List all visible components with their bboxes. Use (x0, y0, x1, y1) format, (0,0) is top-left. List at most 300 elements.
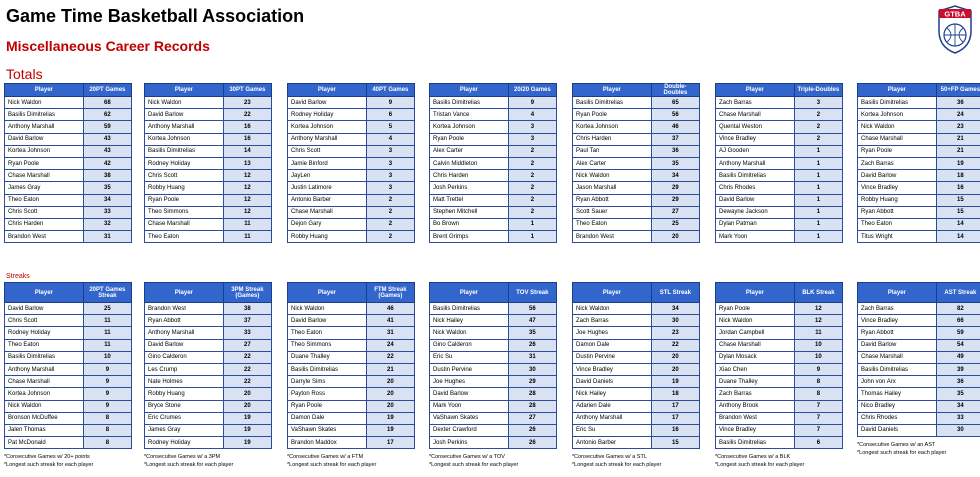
table-row (5, 170, 132, 182)
stat-value-cell: 1 (794, 218, 842, 230)
stat-value-cell: 27 (508, 412, 556, 424)
stat-value-cell: 1 (508, 231, 556, 243)
table-row (430, 206, 557, 218)
player-name-cell: Anthony Marshall (5, 121, 84, 133)
player-name-cell: Ryan Poole (716, 303, 795, 315)
table-row (573, 363, 700, 375)
column-header-player: Player (145, 84, 224, 97)
stat-value-cell: 17 (651, 400, 699, 412)
player-name-cell: Basilis Dimitrelias (145, 145, 224, 157)
table-row (858, 424, 980, 436)
player-name-cell: Vince Bradley (716, 133, 795, 145)
player-name-cell: Bronson McDuffee (5, 412, 84, 424)
player-name-cell: Bo Brown (430, 218, 509, 230)
table-row (5, 351, 132, 363)
table-row (288, 194, 415, 206)
stat-value-cell: 14 (936, 218, 980, 230)
player-name-cell: AJ Gooden (716, 145, 795, 157)
table-row (145, 424, 272, 436)
table-row (716, 157, 843, 169)
stat-value-cell: 3 (508, 121, 556, 133)
totals-table-5 (715, 83, 843, 243)
streaks-table (4, 282, 132, 449)
table-row (858, 218, 980, 230)
stat-value-cell: 46 (366, 303, 414, 315)
stat-value-cell: 34 (651, 170, 699, 182)
column-header-stat: 50+FP Games (936, 84, 980, 97)
page-title: Game Time Basketball Association (6, 6, 305, 26)
footnote-line: *Consecutive Games w/ an AST (857, 442, 936, 449)
player-name-cell: Basilis Dimitrelias (430, 97, 509, 109)
stat-value-cell: 20 (223, 388, 271, 400)
player-name-cell: David Barlow (430, 388, 509, 400)
table-row (145, 121, 272, 133)
table-row (858, 194, 980, 206)
stat-value-cell: 11 (794, 327, 842, 339)
table-row (5, 388, 132, 400)
stat-value-cell: 24 (936, 109, 980, 121)
table-row (858, 412, 980, 424)
player-name-cell: Gino Calderon (145, 351, 224, 363)
player-name-cell: Kortea Johnson (5, 145, 84, 157)
stat-value-cell: 36 (936, 376, 980, 388)
table-row (858, 182, 980, 194)
footnote (4, 453, 132, 469)
table-row (145, 170, 272, 182)
stat-value-cell: 59 (83, 121, 131, 133)
stat-value-cell: 2 (508, 145, 556, 157)
stat-value-cell: 3 (794, 97, 842, 109)
player-name-cell: Eric Su (430, 351, 509, 363)
table-row (145, 327, 272, 339)
stat-value-cell: 56 (508, 303, 556, 315)
stat-value-cell: 6 (366, 109, 414, 121)
stat-value-cell: 31 (83, 231, 131, 243)
table-row (858, 145, 980, 157)
table-row (716, 339, 843, 351)
player-name-cell: Alex Carter (430, 145, 509, 157)
stat-value-cell: 15 (936, 206, 980, 218)
stat-value-cell: 15 (936, 194, 980, 206)
player-name-cell: Matt Trettel (430, 194, 509, 206)
stat-value-cell: 49 (936, 351, 980, 363)
table-row (430, 133, 557, 145)
player-name-cell: David Barlow (858, 339, 937, 351)
table-row (430, 400, 557, 412)
table-row (288, 424, 415, 436)
stat-value-cell: 12 (223, 206, 271, 218)
stat-value-cell: 11 (223, 231, 271, 243)
player-name-cell: Anthony Marshall (145, 121, 224, 133)
player-name-cell: Nick Waldon (145, 97, 224, 109)
stat-value-cell: 18 (651, 388, 699, 400)
table-row (430, 437, 557, 449)
table-row (573, 315, 700, 327)
column-header-player: Player (430, 283, 509, 303)
table-row (573, 339, 700, 351)
footnote-line: *Longest such streak for each player (144, 462, 234, 469)
totals-table-1 (144, 83, 272, 243)
player-name-cell: Zach Barras (573, 315, 652, 327)
footnote-line: *Longest such streak for each player (287, 462, 377, 469)
stat-value-cell: 13 (223, 157, 271, 169)
player-name-cell: Chris Harden (5, 218, 84, 230)
stat-value-cell: 30 (508, 363, 556, 375)
player-name-cell: Chase Marshall (716, 109, 795, 121)
stat-value-cell: 2 (508, 170, 556, 182)
table-row (145, 182, 272, 194)
player-name-cell: Zach Barras (858, 157, 937, 169)
player-name-cell: Zach Barras (716, 97, 795, 109)
table-row (858, 376, 980, 388)
streaks-table (857, 282, 980, 437)
table-row (288, 109, 415, 121)
stat-value-cell: 38 (223, 303, 271, 315)
stat-value-cell: 62 (83, 109, 131, 121)
player-name-cell: Robby Huang (858, 194, 937, 206)
stat-value-cell: 11 (83, 327, 131, 339)
table-row (858, 133, 980, 145)
player-name-cell: Quental Weston (716, 121, 795, 133)
stat-value-cell: 19 (936, 157, 980, 169)
table-row (430, 388, 557, 400)
player-name-cell: Dewayne Jackson (716, 206, 795, 218)
stat-value-cell: 23 (223, 97, 271, 109)
svg-text:GTBA: GTBA (944, 9, 966, 19)
stat-value-cell: 22 (651, 339, 699, 351)
column-header-player: Player (5, 84, 84, 97)
section-totals-heading: Totals (6, 66, 43, 82)
column-header-player: Player (858, 283, 937, 303)
player-name-cell: Nick Waldon (573, 170, 652, 182)
table-row (573, 400, 700, 412)
stat-value-cell: 2 (366, 206, 414, 218)
player-name-cell: Chase Marshall (858, 351, 937, 363)
player-name-cell: Nick Waldon (5, 400, 84, 412)
stat-value-cell: 2 (366, 194, 414, 206)
stat-value-cell: 21 (936, 145, 980, 157)
player-name-cell: David Barlow (288, 315, 367, 327)
table-row (5, 424, 132, 436)
stat-value-cell: 1 (794, 182, 842, 194)
player-name-cell: Les Crump (145, 363, 224, 375)
player-name-cell: Gino Calderon (430, 339, 509, 351)
player-name-cell: Nick Waldon (716, 315, 795, 327)
table-row (573, 194, 700, 206)
player-name-cell: Eric Su (573, 424, 652, 436)
stat-value-cell: 68 (83, 97, 131, 109)
table-row (858, 206, 980, 218)
player-name-cell: Tristan Vance (430, 109, 509, 121)
column-header-stat: Double-Doubles (651, 84, 699, 97)
player-name-cell: Robby Huang (145, 182, 224, 194)
stat-value-cell: 31 (508, 351, 556, 363)
footnote (715, 453, 843, 469)
table-row (288, 218, 415, 230)
player-name-cell: Vince Bradley (716, 424, 795, 436)
stat-value-cell: 2 (794, 121, 842, 133)
stat-value-cell: 16 (223, 121, 271, 133)
streaks-table-2 (287, 282, 415, 469)
player-name-cell: David Barlow (858, 170, 937, 182)
player-name-cell: Payton Ross (288, 388, 367, 400)
table-row (573, 303, 700, 315)
table-row (145, 206, 272, 218)
table-row (716, 303, 843, 315)
table-row (858, 351, 980, 363)
streaks-table (715, 282, 843, 449)
column-header-player: Player (573, 84, 652, 97)
table-row (288, 206, 415, 218)
table-row (145, 363, 272, 375)
player-name-cell: Anthony Marshall (5, 363, 84, 375)
stat-value-cell: 8 (794, 376, 842, 388)
stat-value-cell: 25 (651, 218, 699, 230)
player-name-cell: Nate Holmes (145, 376, 224, 388)
column-header-stat: FTM Streak (Games) (366, 283, 414, 303)
player-name-cell: Jason Marshall (573, 182, 652, 194)
stat-value-cell: 8 (83, 437, 131, 449)
table-row (288, 303, 415, 315)
table-row (430, 121, 557, 133)
footnote-line: *Consecutive Games w/ a TOV (429, 454, 505, 461)
table-row (716, 145, 843, 157)
stat-value-cell: 28 (508, 400, 556, 412)
stat-value-cell: 19 (366, 412, 414, 424)
table-row (430, 182, 557, 194)
table-row (288, 231, 415, 243)
stat-value-cell: 1 (794, 194, 842, 206)
table-row (430, 194, 557, 206)
player-name-cell: Ryan Poole (430, 133, 509, 145)
player-name-cell: Theo Eaton (288, 327, 367, 339)
table-row (858, 157, 980, 169)
stat-value-cell: 36 (936, 97, 980, 109)
player-name-cell: Chase Marshall (145, 218, 224, 230)
player-name-cell: Basilis Dimitrelias (288, 363, 367, 375)
stat-value-cell: 1 (508, 218, 556, 230)
stat-value-cell: 9 (508, 97, 556, 109)
stat-value-cell: 22 (223, 363, 271, 375)
table-row (716, 182, 843, 194)
table-row (430, 315, 557, 327)
table-row (573, 109, 700, 121)
table-row (145, 376, 272, 388)
stat-value-cell: 19 (223, 424, 271, 436)
stat-value-cell: 39 (936, 363, 980, 375)
stat-value-cell: 46 (651, 121, 699, 133)
table-row (430, 424, 557, 436)
player-name-cell: Basilis Dimitrelias (716, 170, 795, 182)
player-name-cell: Duane Thalley (288, 351, 367, 363)
table-row (145, 315, 272, 327)
table-row (858, 231, 980, 243)
stat-value-cell: 30 (936, 424, 980, 436)
player-name-cell: Brandon West (5, 231, 84, 243)
player-name-cell: James Gray (5, 182, 84, 194)
footnote (857, 441, 980, 457)
player-name-cell: Basilis Dimitrelias (716, 437, 795, 449)
stat-value-cell: 2 (508, 194, 556, 206)
stat-value-cell: 1 (794, 145, 842, 157)
table-row (573, 351, 700, 363)
player-name-cell: Calvin Middleton (430, 157, 509, 169)
player-name-cell: Vince Bradley (573, 363, 652, 375)
table-row (716, 315, 843, 327)
footnote-line: *Longest such streak for each player (572, 462, 662, 469)
stat-value-cell: 27 (651, 206, 699, 218)
stat-value-cell: 10 (794, 339, 842, 351)
table-row (145, 145, 272, 157)
stat-value-cell: 7 (794, 400, 842, 412)
stat-value-cell: 27 (223, 339, 271, 351)
table-row (5, 145, 132, 157)
player-name-cell: Theo Eaton (573, 218, 652, 230)
stat-value-cell: 65 (651, 97, 699, 109)
stat-value-cell: 3 (366, 157, 414, 169)
stat-value-cell: 9 (83, 388, 131, 400)
table-row (430, 231, 557, 243)
table-row (145, 412, 272, 424)
stat-value-cell: 17 (651, 412, 699, 424)
table-row (573, 388, 700, 400)
footnote-line: *Consecutive Games w/ a FTM (287, 454, 364, 461)
stat-value-cell: 35 (508, 327, 556, 339)
table-row (5, 206, 132, 218)
column-header-stat: Triple-Doubles (794, 84, 842, 97)
player-name-cell: Nico Bradley (858, 400, 937, 412)
column-header-stat: 20PT Games (83, 84, 131, 97)
table-row (5, 121, 132, 133)
player-name-cell: Basilis Dimitrelias (573, 97, 652, 109)
table-row (430, 218, 557, 230)
stat-value-cell: 12 (794, 315, 842, 327)
stat-value-cell: 4 (508, 109, 556, 121)
table-row (573, 133, 700, 145)
footnote-line: *Longest such streak for each player (429, 462, 519, 469)
table-row (573, 376, 700, 388)
player-name-cell: Titus Wright (858, 231, 937, 243)
player-name-cell: Nick Hailey (430, 315, 509, 327)
stat-value-cell: 19 (223, 437, 271, 449)
player-name-cell: JayLen (288, 170, 367, 182)
column-header-stat: AST Streak (936, 283, 980, 303)
player-name-cell: Mark Yoon (716, 231, 795, 243)
table-row (573, 412, 700, 424)
table-row (716, 388, 843, 400)
table-row (5, 231, 132, 243)
table-row (288, 363, 415, 375)
player-name-cell: Ryan Poole (145, 194, 224, 206)
table-row (145, 339, 272, 351)
table-row (288, 145, 415, 157)
player-name-cell: Nick Waldon (5, 97, 84, 109)
table-row (430, 157, 557, 169)
player-name-cell: Basilis Dimitrelias (5, 351, 84, 363)
streaks-table (429, 282, 557, 449)
table-row (430, 170, 557, 182)
table-row (716, 121, 843, 133)
table-row (145, 133, 272, 145)
totals-table (857, 83, 980, 243)
table-row (430, 109, 557, 121)
player-name-cell: Chris Scott (145, 170, 224, 182)
player-name-cell: Brandon West (145, 303, 224, 315)
player-name-cell: Paul Tan (573, 145, 652, 157)
stat-value-cell: 23 (651, 327, 699, 339)
table-row (5, 327, 132, 339)
stat-value-cell: 19 (366, 424, 414, 436)
player-name-cell: Rodney Holiday (5, 327, 84, 339)
table-row (573, 424, 700, 436)
player-name-cell: Pat McDonald (5, 437, 84, 449)
player-name-cell: Theo Simmons (145, 206, 224, 218)
stat-value-cell: 2 (508, 157, 556, 169)
player-name-cell: David Barlow (5, 133, 84, 145)
table-row (573, 206, 700, 218)
stat-value-cell: 10 (83, 351, 131, 363)
streaks-table (572, 282, 700, 449)
table-row (716, 206, 843, 218)
table-row (288, 437, 415, 449)
player-name-cell: David Daniels (858, 424, 937, 436)
totals-table-6 (857, 83, 980, 243)
player-name-cell: Nick Hailey (573, 388, 652, 400)
stat-value-cell: 23 (936, 121, 980, 133)
stat-value-cell: 20 (366, 376, 414, 388)
stat-value-cell: 14 (223, 145, 271, 157)
table-row (145, 231, 272, 243)
stat-value-cell: 15 (651, 437, 699, 449)
footnote-line: *Longest such streak for each player (4, 462, 94, 469)
table-row (288, 182, 415, 194)
table-row (858, 97, 980, 109)
player-name-cell: Jalen Thomas (5, 424, 84, 436)
stat-value-cell: 12 (223, 170, 271, 182)
player-name-cell: Rodney Holiday (145, 437, 224, 449)
player-name-cell: Antonio Barber (288, 194, 367, 206)
column-header-stat: 20PT Games Streak (83, 283, 131, 303)
streaks-table-4 (572, 282, 700, 469)
stat-value-cell: 37 (223, 315, 271, 327)
table-row (573, 182, 700, 194)
stat-value-cell: 56 (651, 109, 699, 121)
stat-value-cell: 32 (83, 218, 131, 230)
stat-value-cell: 22 (366, 351, 414, 363)
table-row (5, 109, 132, 121)
table-row (716, 376, 843, 388)
player-name-cell: Dexter Crawford (430, 424, 509, 436)
player-name-cell: VaShawn Skates (288, 424, 367, 436)
stat-value-cell: 2 (794, 109, 842, 121)
table-row (288, 170, 415, 182)
totals-table-3 (429, 83, 557, 243)
totals-table (287, 83, 415, 243)
table-row (716, 400, 843, 412)
stat-value-cell: 2 (508, 182, 556, 194)
table-row (288, 157, 415, 169)
table-row (430, 339, 557, 351)
player-name-cell: Basilis Dimitrelias (858, 363, 937, 375)
stat-value-cell: 6 (794, 437, 842, 449)
table-row (288, 327, 415, 339)
table-row (145, 218, 272, 230)
stat-value-cell: 16 (651, 424, 699, 436)
table-row (858, 121, 980, 133)
stat-value-cell: 34 (83, 194, 131, 206)
player-name-cell: Brandon Maddox (288, 437, 367, 449)
table-row (145, 157, 272, 169)
